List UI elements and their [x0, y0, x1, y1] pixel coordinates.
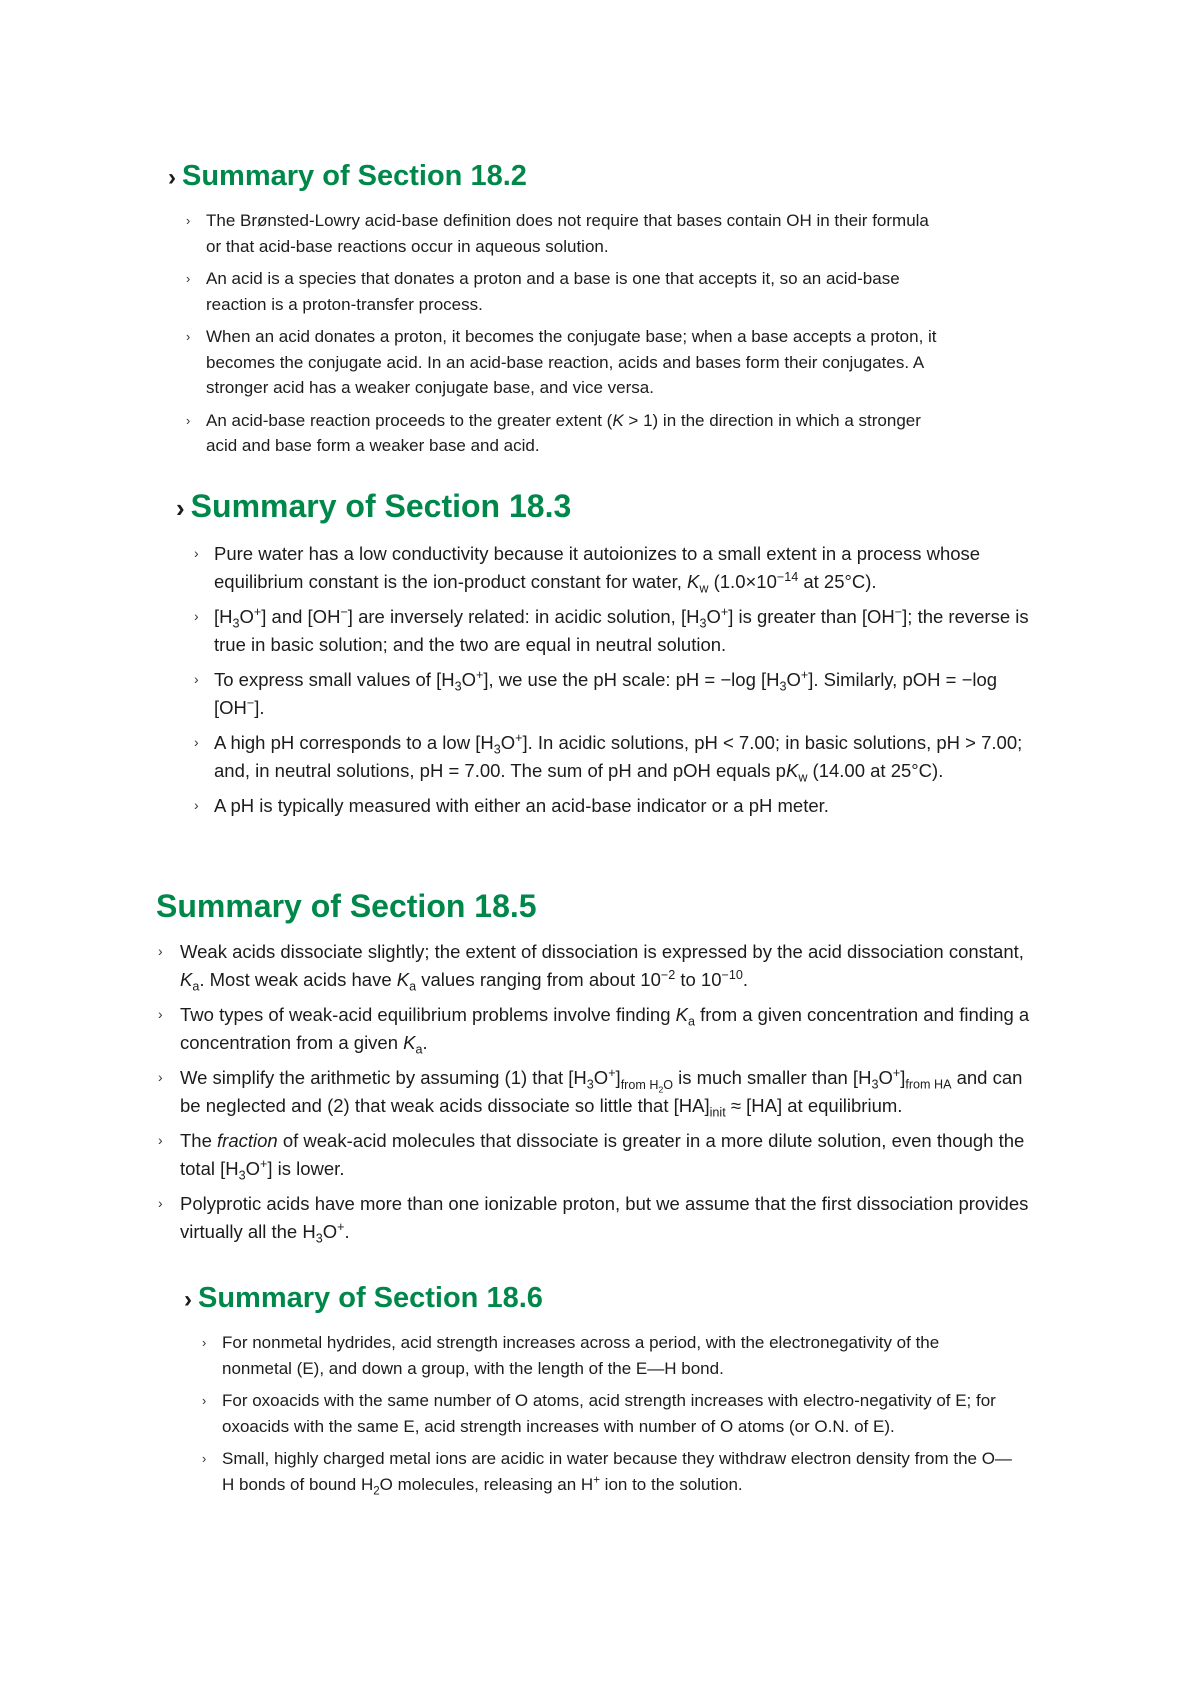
chevron-right-icon: ›: [158, 1132, 163, 1148]
list-item: [184, 208, 946, 259]
bullet-text: When an acid donates a proton, it becomes the conjugate base; when a base accepts a proton, it becomes the conjugate acid. In an acid-base reaction, acids and bases form their conjugates. A stronger acid has a weaker conjugate base, and vice versa.: [206, 327, 937, 397]
list-item: [192, 729, 1044, 784]
section-heading: [156, 888, 1036, 932]
bullet-text: A high pH corresponds to a low $[H_3O^+]$. In acidic solutions, pH < 7.00; in basic solutions, pH > 7.00; and, in neutral solutions, pH = 7.00. The sum of pH and pOH equals $pK_w$ (14.00 at 25°C).: [214, 730, 1023, 785]
list-item: [192, 603, 1044, 658]
list-item: [184, 408, 946, 459]
list-item: [156, 1190, 1040, 1245]
chevron-right-icon: ›: [158, 943, 163, 959]
section-title: Summary of Section 18.5: [156, 888, 537, 924]
bullet-text: For nonmetal hydrides, acid strength increases across a period, with the electronegativity of the nonmetal (E), and down a group, with the length of the E—H bond.: [222, 1333, 940, 1378]
list-item: [156, 1064, 1040, 1119]
chevron-right-icon: ›: [158, 1006, 163, 1022]
list-item: [192, 540, 1044, 595]
bullet-text: We simplify the arithmetic by assuming (1) that $[H_3O^+]_{from H_2O}$ is much smaller than $[H_3O^+]_{from HA}$ and can be neglected and (2) that weak acids dissociate so little that $[HA]_{init} \approx [HA]$ at equilibrium.: [180, 1065, 1023, 1120]
bullet-text: An acid is a species that donates a proton and a base is one that accepts it, so an acid-base reaction is a proton-transfer process.: [206, 269, 900, 314]
bullet-text: Polyprotic acids have more than one ionizable proton, but we assume that the first dissociation provides virtually all the $H_3O^+$.: [180, 1193, 1029, 1246]
section-title: Summary of Section 18.6: [198, 1282, 543, 1314]
chevron-right-icon: ›: [186, 329, 191, 344]
chevron-right-icon: ›: [158, 1195, 163, 1211]
bullet-text: A pH is typically measured with either an acid-base indicator or a pH meter.: [214, 795, 829, 816]
chevron-right-icon: ›: [176, 493, 185, 523]
list-item: [200, 1330, 1012, 1381]
bullet-text: The Brønsted-Lowry acid-base definition does not require that bases contain OH in their formula or that acid-base reactions occur in aqueous solution.: [206, 211, 929, 256]
list-item: [192, 666, 1044, 721]
chevron-right-icon: ›: [202, 1335, 207, 1350]
chevron-right-icon: ›: [186, 271, 191, 286]
bullet-text: To express small values of $[H_3O^+]$, we use the pH scale: pH = −log $[H_3O^+]$. Similarly, pOH = −log [OH−].: [214, 667, 998, 718]
section-heading: [184, 1282, 1024, 1322]
bullet-list: [192, 540, 1046, 820]
list-item: [184, 324, 946, 401]
section-title: Summary of Section 18.2: [182, 160, 527, 192]
section-heading: [176, 488, 1046, 532]
chevron-right-icon: ›: [194, 608, 199, 624]
bullet-text: For oxoacids with the same number of O atoms, acid strength increases with electro-negativity of E; for oxoacids with the same E, acid strength increases with number of O atoms (or O.N. of E).: [222, 1391, 996, 1436]
list-item: [156, 938, 1040, 993]
summary-section-18-6: [184, 1282, 1024, 1504]
list-item: [200, 1388, 1012, 1439]
bullet-text: An acid-base reaction proceeds to the greater extent (K > 1) in the direction in which a stronger acid and base form a weaker base and acid.: [206, 410, 921, 455]
bullet-text: Weak acids dissociate slightly; the extent of dissociation is expressed by the acid dissociation constant, $K_a$. Most weak acids have $K_a$ values ranging from about $10^{-2}$ to $10^{-10}$.: [180, 941, 1024, 994]
chevron-right-icon: ›: [158, 1069, 163, 1085]
chevron-right-icon: ›: [168, 164, 176, 191]
bullet-list: [156, 938, 1036, 1245]
list-item: [200, 1446, 1012, 1497]
chevron-right-icon: ›: [194, 734, 199, 750]
list-item: [156, 1001, 1040, 1056]
list-item: [156, 1127, 1040, 1182]
summary-section-18-5: [156, 888, 1036, 1253]
section-heading: [168, 160, 968, 200]
list-item: [192, 792, 1044, 820]
chevron-right-icon: ›: [194, 797, 199, 813]
summary-section-18-3: [176, 488, 1046, 828]
chevron-right-icon: ›: [184, 1286, 192, 1313]
bullet-list: [184, 208, 968, 459]
bullet-text: $[H_3O^+]$ and [OH−] are inversely related: in acidic solution, $[H_3O^+]$ is greater than [OH−]; the reverse is true in basic solution; and the two are equal in neutral solution.: [214, 604, 1029, 655]
chevron-right-icon: ›: [186, 412, 191, 428]
bullet-text: Two types of weak-acid equilibrium problems involve finding $K_a$ from a given concentration and finding a concentration from a given $K_a$.: [180, 1004, 1030, 1057]
bullet-list: [200, 1330, 1024, 1497]
bullet-text: Small, highly charged metal ions are acidic in water because they withdraw electron density from the O—H bonds of bound $H_2O$ molecules, releasing an H+ ion to the solution.: [222, 1449, 1012, 1497]
chevron-right-icon: ›: [202, 1393, 207, 1408]
chevron-right-icon: ›: [194, 671, 199, 687]
bullet-text: Pure water has a low conductivity because it autoionizes to a small extent in a process whose equilibrium constant is the ion-product constant for water, $K_w$ ($1.0\times 10^{-14}$ at 25°C).: [214, 543, 981, 596]
chevron-right-icon: ›: [202, 1451, 207, 1466]
summary-section-18-2: [168, 160, 968, 466]
section-title: Summary of Section 18.3: [190, 488, 572, 524]
chevron-right-icon: ›: [186, 213, 191, 228]
list-item: [184, 266, 946, 317]
chevron-right-icon: ›: [194, 545, 199, 561]
bullet-text: The fraction of weak-acid molecules that dissociate is greater in a more dilute solution, even though the total $[H_3O^+]$ is lower.: [180, 1130, 1025, 1183]
